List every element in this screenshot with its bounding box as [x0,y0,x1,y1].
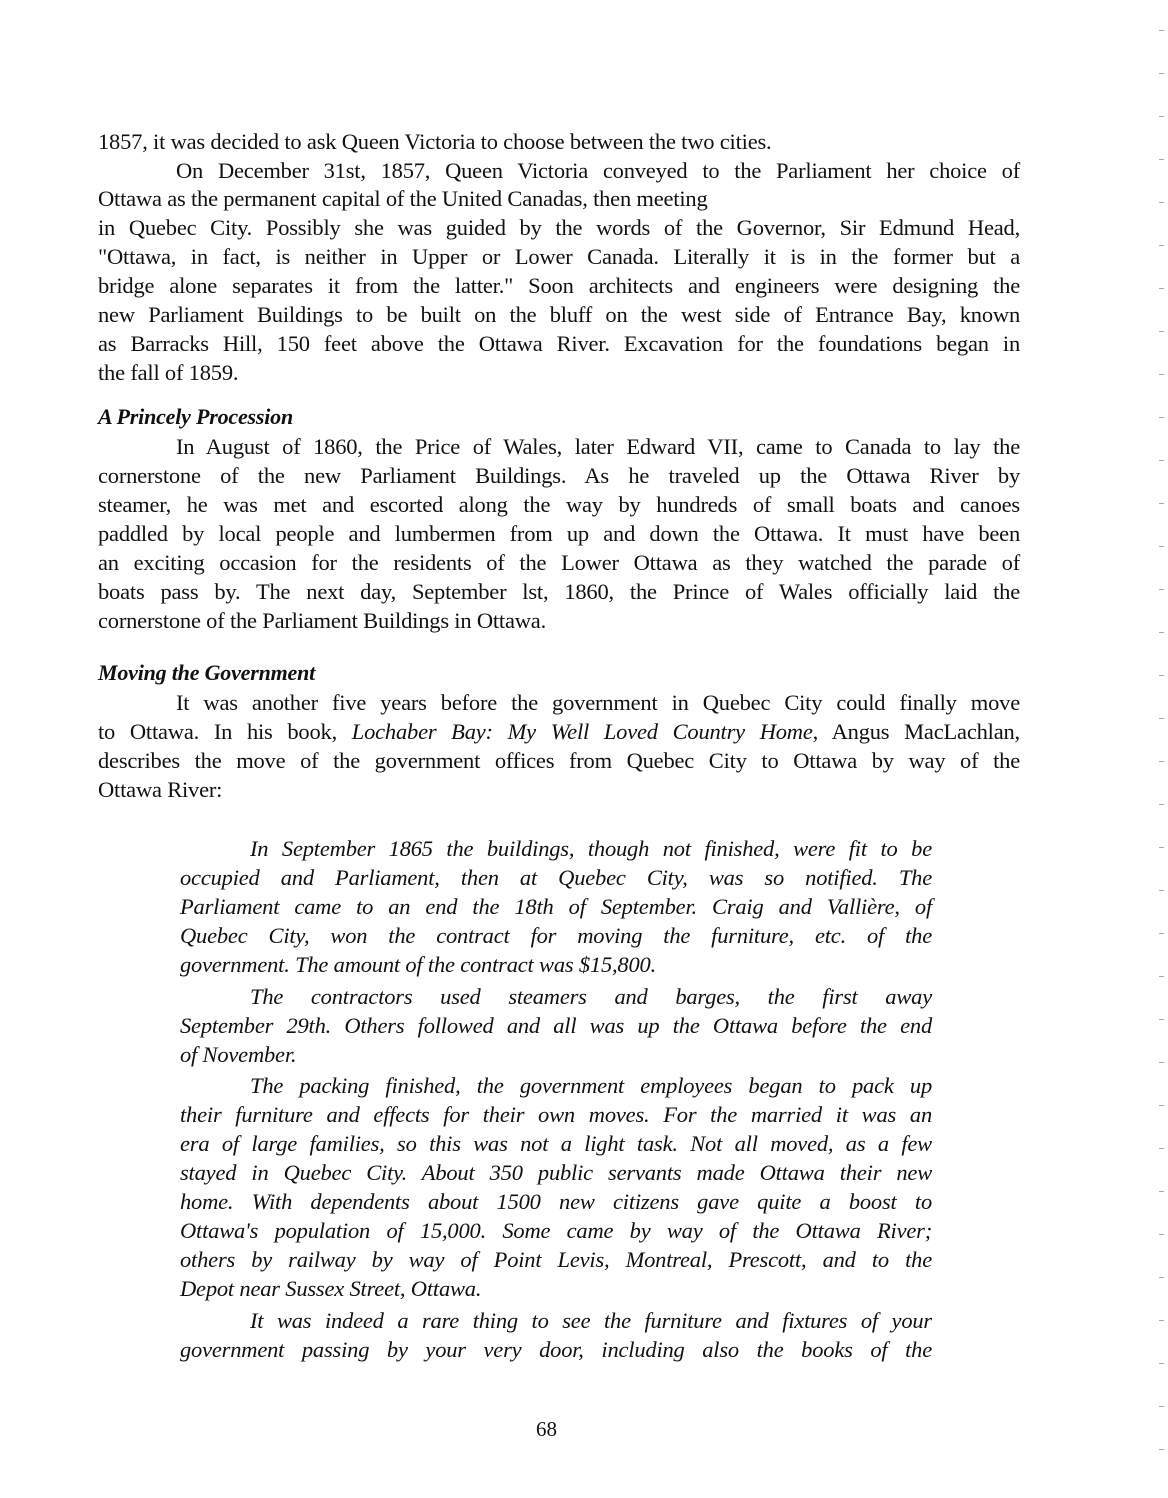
text-line: In August of 1860, the Price of Wales, later Edward VII, came to Canada to lay the [176,434,1020,459]
scan-mark [1159,1449,1164,1450]
text-run: , Angus MacLachlan, [812,719,1020,744]
scan-mark [1159,331,1164,332]
scan-mark [1159,1062,1164,1063]
text-line: Parliament came to an end the 18th of September. Craig and Vallière, of [180,894,932,919]
scan-mark [1159,847,1164,848]
text-line: The packing finished, the government employees began to pack up [250,1073,932,1098]
scan-mark [1159,589,1164,590]
text-line: of November. [180,1042,297,1067]
text-line: "Ottawa, in fact, is neither in Upper or Lower Canada. Literally it is in the former but a [98,244,1020,269]
scan-mark [1159,546,1164,547]
text-line: as Barracks Hill, 150 feet above the Ottawa River. Excavation for the foundations began in [98,331,1020,356]
scan-mark [1159,460,1164,461]
text-line: in Quebec City. Possibly she was guided by the words of the Governor, Sir Edmund Head, [98,215,1020,240]
text-line: stayed in Quebec City. About 350 public servants made Ottawa their new [180,1160,932,1185]
scan-mark [1159,417,1164,418]
scan-mark [1159,804,1164,805]
text-line: September 29th. Others followed and all was up the Ottawa before the end [180,1013,932,1038]
text-line: Ottawa as the permanent capital of the United Canadas, then meeting [98,186,708,211]
book-title: Lochaber Bay: My Well Loved Country Home [351,719,813,744]
text-line: cornerstone of the Parliament Buildings in Ottawa. [98,608,547,633]
scan-mark [1159,1191,1164,1192]
scan-mark [1159,1363,1164,1364]
text-line: bridge alone separates it from the latter." Soon architects and engineers were designing the [98,273,1020,298]
text-line: It was another five years before the government in Quebec City could finally move [176,690,1020,715]
text-line: the fall of 1859. [98,360,239,385]
scan-mark [1159,159,1164,160]
scan-mark [1159,1320,1164,1321]
scan-mark [1159,890,1164,891]
text-line: On December 31st, 1857, Queen Victoria conveyed to the Parliament her choice of [176,158,1020,183]
text-line: 1857, it was decided to ask Queen Victoria to choose between the two cities. [98,129,772,154]
scan-mark [1159,1105,1164,1106]
scan-mark [1159,1277,1164,1278]
scan-mark [1159,374,1164,375]
page-number: 68 [536,1417,557,1441]
text-line: Depot near Sussex Street, Ottawa. [180,1276,482,1301]
scan-mark [1159,73,1164,74]
scan-mark [1159,503,1164,504]
text-line: their furniture and effects for their own moves. For the married it was an [180,1102,932,1127]
scan-mark [1159,976,1164,977]
text-line: government. The amount of the contract was $15,800. [180,952,657,977]
text-line: paddled by local people and lumbermen from up and down the Ottawa. It must have been [98,521,1020,546]
scan-mark [1159,202,1164,203]
scan-mark [1159,933,1164,934]
scan-mark [1159,245,1164,246]
text-line [98,717,1020,747]
text-line: Ottawa River: [98,777,223,802]
scan-mark [1159,1148,1164,1149]
text-line: cornerstone of the new Parliament Buildings. As he traveled up the Ottawa River by [98,463,1020,488]
scan-mark [1159,1406,1164,1407]
scan-mark [1159,288,1164,289]
scan-mark [1159,632,1164,633]
text-line: steamer, he was met and escorted along the way by hundreds of small boats and canoes [98,492,1020,517]
text-line: government passing by your very door, including also the books of the [180,1337,932,1362]
text-line: occupied and Parliament, then at Quebec City, was so notified. The [180,865,932,890]
section-heading: A Princely Procession [98,404,294,429]
scan-mark [1159,1234,1164,1235]
scan-mark [1159,1019,1164,1020]
text-line: era of large families, so this was not a light task. Not all moved, as a few [180,1131,932,1156]
text-line: In September 1865 the buildings, though not finished, were fit to be [250,836,932,861]
text-line: Quebec City, won the contract for moving the furniture, etc. of the [180,923,932,948]
text-line: describes the move of the government offices from Quebec City to Ottawa by way of the [98,748,1020,773]
text-line: boats pass by. The next day, September lst, 1860, the Prince of Wales officially laid the [98,579,1020,604]
scan-mark [1159,116,1164,117]
scan-mark [1159,718,1164,719]
text-line: an exciting occasion for the residents of the Lower Ottawa as they watched the parade of [98,550,1020,575]
scan-mark [1159,761,1164,762]
text-line: others by railway by way of Point Levis, Montreal, Prescott, and to the [180,1247,932,1272]
text-line: It was indeed a rare thing to see the furniture and fixtures of your [250,1308,932,1333]
text-line: Ottawa's population of 15,000. Some came by way of the Ottawa River; [180,1218,932,1243]
text-line: new Parliament Buildings to be built on the bluff on the west side of Entrance Bay, known [98,302,1020,327]
text-run: to Ottawa. In his book, [98,719,352,744]
section-heading: Moving the Government [98,660,316,685]
text-line: The contractors used steamers and barges, the first away [250,984,932,1009]
scan-mark [1159,30,1164,31]
text-line: home. With dependents about 1500 new citizens gave quite a boost to [180,1189,932,1214]
scan-mark [1159,675,1164,676]
